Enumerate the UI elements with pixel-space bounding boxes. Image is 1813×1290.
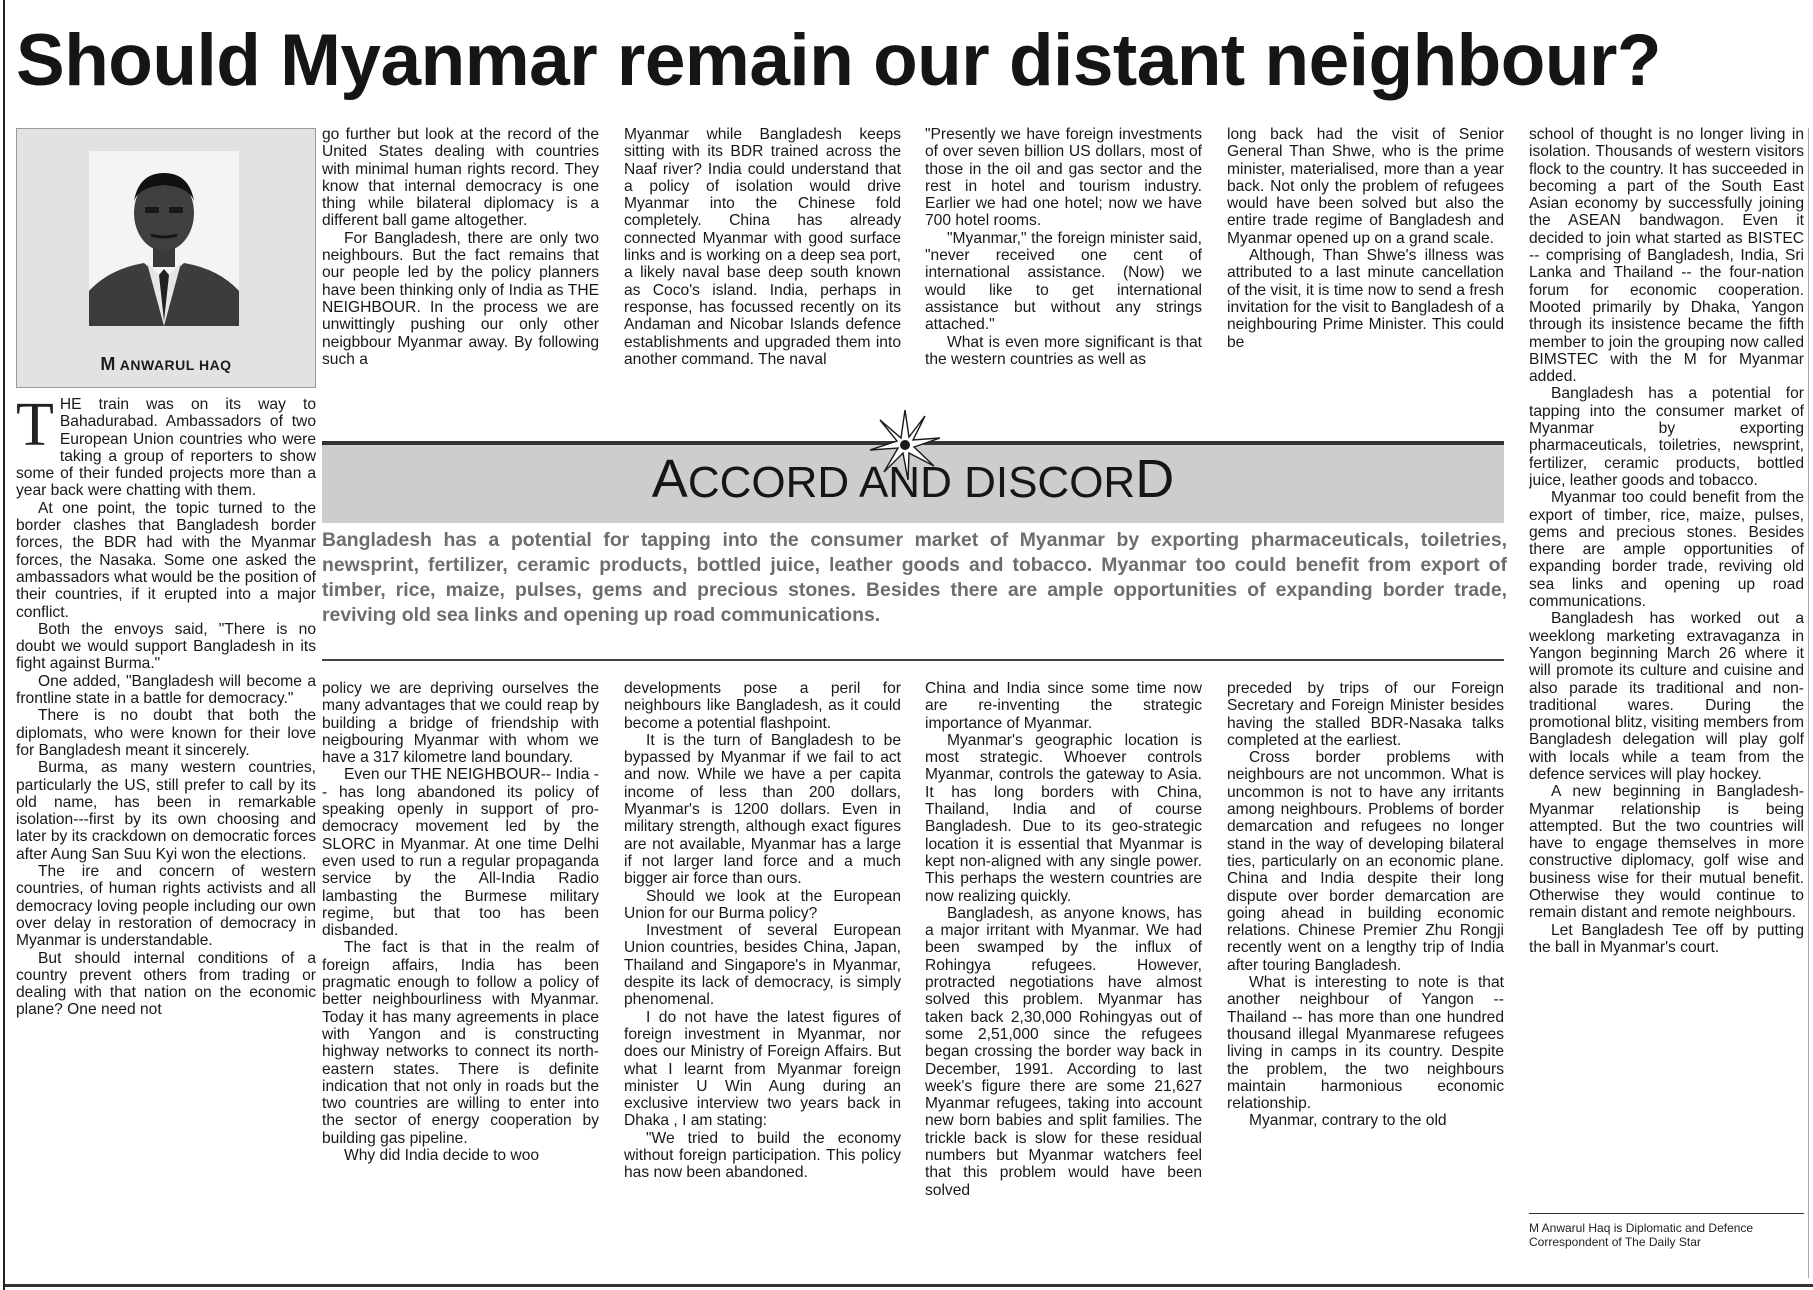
paragraph: Why did India decide to woo: [344, 1147, 540, 1165]
paragraph: A new beginning in Bangladesh-Myanmar relationship is being attempted. But the two countries will have to engage themselves in more constructive diplomacy, golf wise and business wise for their mutual benefit. Otherwise they would continue to remain distant and remote neighbours.: [1529, 783, 1804, 922]
paragraph: China and India since some time now are re-inventing the strategic importance of Myanmar.: [925, 680, 1202, 732]
paragraph: policy we are depriving ourselves the many advantages that we could reap by building a bridge of friendship with neigbouring Myanmar with whom we have a 317 kilometre land boundary.: [322, 680, 599, 767]
paragraph: There is no doubt that both the diplomats, who were known for their love for Bangladesh meant it sincerely.: [16, 707, 316, 759]
paragraph: "Presently we have foreign investments of over seven billion US dollars, most of those in the oil and gas sector and the rest in hotel and tourism industry. Earlier we had one hotel; now we have 700 hotel rooms.: [925, 126, 1202, 230]
section-heading: ACCORD AND DISCORD: [651, 449, 1175, 509]
right-column-rule: [1808, 128, 1809, 1278]
paragraph: It is the turn of Bangladesh to be bypassed by Myanmar if we fail to act and now. While we have a per capita income of less than 200 dollars, Myanmar's is 1200 dollars. Even in military strength, although exact figures are not available, Myanmar has a large if not larger land force and a much bigger air force than ours.: [624, 731, 901, 888]
column-6: [1529, 126, 1804, 1290]
paragraph: Bangladesh, as anyone knows, has a major irritant with Myanmar. We had been swamped by the influx of Rohingya refugees. However, protracted negotiations have almost solved this problem. Myanmar has taken back 2,30,000 Rohingyas out of some 2,51,000 since the refugees began crossing the border way back in December, 1991. According to last week's figure there are some 21,627 Myanmar refugees, taking into account new born babies and split families. The trickle back is slow for these residual numbers but Myanmar watchers feel that this problem would have been solved: [925, 904, 1202, 1199]
paragraph: Even our THE NEIGHBOUR-- India -- has long abandoned its policy of speaking openly in support of pro-democracy movement led by the SLORC in Myanmar. At one time Delhi even used to run a regular propaganda service by the All-India Radio lambasting the Burmese military regime, but that too has been disbanded.: [322, 766, 599, 940]
credit-rule: [1529, 1213, 1804, 1214]
column-2-bottom: [322, 680, 599, 1280]
paragraph: preceded by trips of our Foreign Secretary and Foreign Minister besides having the stalled BDR-Nasaka talks completed at the earliest.: [1227, 680, 1504, 749]
left-margin-rule: [3, 0, 5, 1290]
paragraph: Myanmar, contrary to the old: [1249, 1112, 1447, 1130]
paragraph: Let Bangladesh Tee off by putting the ball in Myanmar's court.: [1529, 921, 1804, 956]
paragraph: developments pose a peril for neighbours like Bangladesh, as it could become a potential flashpoint.: [624, 680, 901, 732]
paragraph: For Bangladesh, there are only two neighbours. But the fact remains that our people led by the policy planners have been thinking only of India as THE NEIGHBOUR. In the process we are unwittingly pushing our only other neigbbour Myanmar away. By following such a: [322, 229, 599, 368]
paragraph: Although, Than Shwe's illness was attributed to a last minute cancellation of the visit, it is time now to send a fresh invitation for the visit to Bangladesh of a neighbouring Prime Minister. This could be: [1227, 247, 1504, 351]
paragraph: go further but look at the record of the United States dealing with countries with minimal human rights record. They know that internal democracy is one thing while bilateral diplomacy is a different ball game altogether.: [322, 126, 599, 230]
paragraph: Investment of several European Union countries, besides China, Japan, Thailand and Singapore's in Myanmar, despite its lack of democracy, is simply phenomenal.: [624, 922, 901, 1009]
paragraph: school of thought is no longer living in isolation. Thousands of western visitors flock to the country. It has succeeded in becoming a part of the South East Asian economy by successfully joining the ASEAN bandwagon. Even it decided to join what started as BISTEC -- comprising of Bangladesh, India, Sri Lanka and Thailand -- the four-nation forum for economic cooperation. Mooted primarily by Dhaka, Yangon through its insistence became the fifth member to join the grouping now called BIMSTEC with the M for Myanmar added.: [1529, 126, 1804, 386]
paragraph: But should internal conditions of a country prevent others from trading or dealing with that nation on the economic plane? One need not: [16, 949, 316, 1019]
paragraph: Bangladesh has a potential for tapping into the consumer market of Myanmar by exporting pharmaceuticals, toiletries, newsprint, fertilizer, ceramic products, bottled juice, leather goods and tobacco.: [1529, 385, 1804, 489]
author-credit: M Anwarul Haq is Diplomatic and Defence Correspondent of The Daily Star: [1529, 1221, 1754, 1249]
author-portrait-image: [89, 151, 239, 326]
paragraph: What is interesting to note is that another neighbour of Yangon -- Thailand -- has more than one hundred thousand illegal Myanmarese refugees living in camps in its country. Despite the problem, the two neighbours maintain harmonious economic relationship.: [1227, 974, 1504, 1113]
paragraph: One added, "Bangladesh will become a frontline state in a battle for democracy.": [16, 672, 316, 708]
drop-cap: T: [16, 396, 54, 459]
paragraph: "We tried to build the economy without foreign participation. This policy has now been abandoned.: [624, 1129, 901, 1182]
column-4-bottom: [925, 680, 1202, 1280]
paragraph: I do not have the latest figures of foreign investment in Myanmar, nor does our Ministry of Foreign Affairs. But what I learnt from Myanmar foreign minister U Win Aung during an exclusive interview two years back in Dhaka , I am stating:: [624, 1008, 901, 1130]
column-1: [16, 396, 316, 1280]
author-photo-box: [16, 128, 316, 388]
paragraph: Myanmar too could benefit from the export of timber, rice, maize, pulses, gems and precious stones. Besides there are ample opportunities of expanding border trade, reviving old sea links and opening up road communications.: [1529, 489, 1804, 611]
paragraph: Cross border problems with neighbours are not uncommon. What is uncommon is not to have any irritants among neighbours. Problems of border demarcation and refugees no longer stand in the way of developing bilateral ties, particularly on an economic plane. China and India despite their long dispute over border demarcation are going ahead in building economic relations. Chinese Premier Zhu Rongji recently went on a lengthy trip of India after touring Bangladesh.: [1227, 749, 1504, 974]
column-4-top: [925, 126, 1202, 438]
paragraph: Should we look at the European Union for our Burma policy?: [624, 887, 901, 922]
paragraph: At one point, the topic turned to the border clashes that Bangladesh border forces, the BDR had with the Myanmar forces, the Nasaka. Some one asked the ambassadors what would be the position of their countries, if it erupted into a major conflict.: [16, 499, 316, 621]
paragraph: Myanmar while Bangladesh keeps sitting with its BDR trained across the Naaf river? India could understand that a policy of isolation would drive Myanmar into the Chinese fold completely. China has already connected Myanmar with good surface links and is working on a deep sea port, a likely naval base deep south known as Coco's island. India, perhaps in response, has focussed recently on its Andaman and Nicobar Islands defence establishments and upgraded them into another command. The naval: [624, 126, 901, 368]
paragraph: THE train was on its way to Bahadurabad. Ambassadors of two European Union countries who were taking a group of reporters to show some of their funded projects more than a year back were chatting with them.: [16, 396, 316, 500]
paragraph: What is even more significant is that the western countries as well as: [925, 333, 1202, 368]
bottom-rule: [5, 1284, 1813, 1287]
paragraph: The ire and concern of western countries, of human rights activists and all democracy loving people including our own over delay in restoration of democracy in Myanmar is understandable.: [16, 863, 316, 950]
column-3-bottom: [624, 680, 901, 1280]
pull-quote: Bangladesh has a potential for tapping into the consumer market of Myanmar by exporting pharmaceuticals, toiletries, newsprint, fertilizer, ceramic products, bottled juice, leather goods and tobacco. Myanmar too could benefit from export of timber, rice, maize, pulses, gems and precious stones. Besides there are ample opportunities of expanding border trade, reviving old sea links and opening up road communications.: [322, 529, 1507, 626]
column-2-top: [322, 126, 599, 438]
column-5-top: [1227, 126, 1504, 438]
pull-quote-rule: [322, 659, 1504, 661]
paragraph: Bangladesh has worked out a weeklong marketing extravaganza in Yangon beginning March 26 where it will promote its culture and cuisine and also parade its traditional and non-traditional wares. During the promotional blitz, visiting members from Bangladesh delegation will play golf with locals while a team from the defence services will play hockey.: [1529, 610, 1804, 783]
paragraph: Burma, as many western countries, particularly the US, still prefer to call by its old name, has been in remarkable isolation---first by its own choosing and later by its crackdown on democratic forces after Aung San Suu Kyi won the elections.: [16, 759, 316, 863]
column-3-top: [624, 126, 901, 438]
headline: Should Myanmar remain our distant neighbour?: [16, 20, 1661, 101]
paragraph: Myanmar's geographic location is most strategic. Whoever controls Myanmar, controls the gateway to Asia. It has long borders with China, Thailand, India and of course Bangladesh. Due to its geo-strategic location it is essential that Myanmar is kept non-aligned with any single power. This perhaps the western countries are now realizing quickly.: [925, 731, 1202, 905]
author-byline: M ANWARUL HAQ: [100, 354, 232, 374]
author-photo: [89, 151, 239, 326]
paragraph: The fact is that in the realm of foreign affairs, India has been pragmatic enough to follow a policy of better neighbourliness with Myanmar. Today it has many agreements in place with Yangon and is constructing highway networks to connect its north-eastern states. There is definite indication that not only in roads but the two countries are willing to enter into the sector of energy cooperation by building gas pipeline.: [322, 939, 599, 1147]
paragraph: long back had the visit of Senior General Than Shwe, who is the prime minister, materialised, more than a year back. Not only the problem of refugees would have been solved but also the entire trade regime of Bangladesh and Myanmar opened up on a grand scale.: [1227, 126, 1504, 247]
paragraph: Both the envoys said, "There is no doubt we would support Bangladesh in its fight against Burma.": [16, 620, 316, 673]
paragraph: "Myanmar," the foreign minister said, "never received one cent of international assistance. (Now) we would like to get international assistance but without any strings attached.": [925, 229, 1202, 334]
starburst-icon: [870, 410, 940, 480]
column-5-bottom: [1227, 680, 1504, 1280]
